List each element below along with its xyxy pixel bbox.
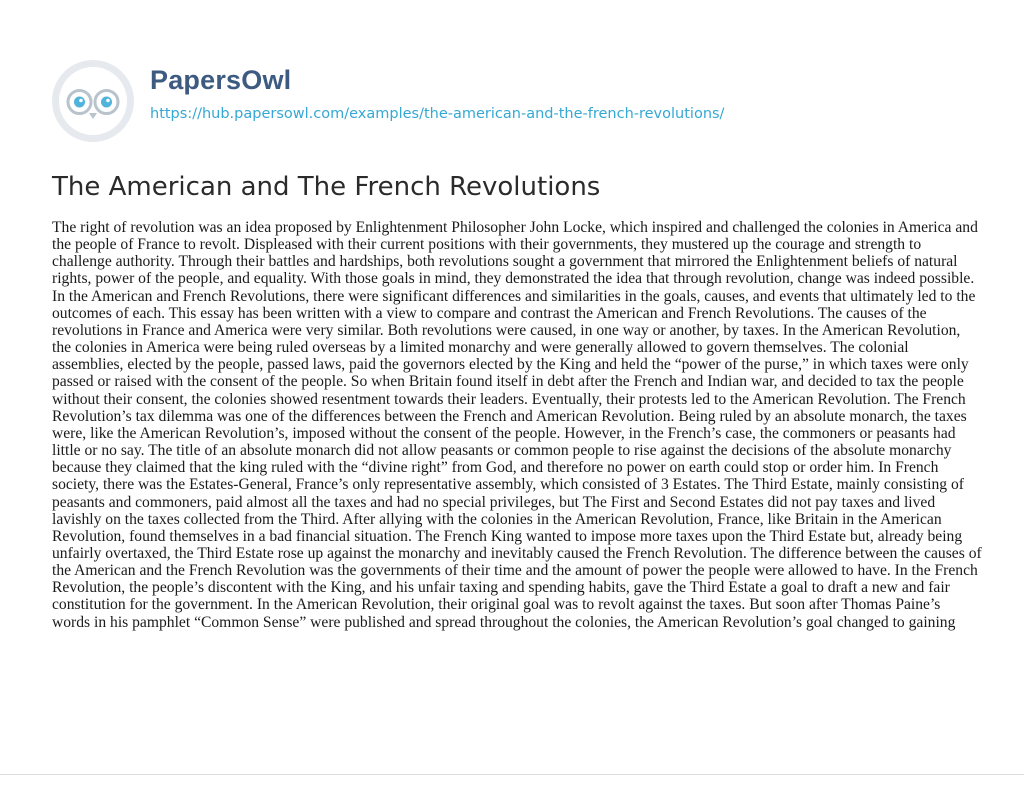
source-url-link[interactable]: https://hub.papersowl.com/examples/the-american-and-the-french-revolutions/ bbox=[150, 106, 725, 122]
site-header bbox=[50, 58, 724, 148]
essay-body: The right of revolution was an idea proposed by Enlightenment Philosopher John Locke, which inspired and challenged the colonies in America and the people of France to revolt. Displeased with their current positions with their governments, they mustered up the courage and strength to challenge authority. Through their battles and hardships, both revolutions sought a government that mirrored the Enlightenment beliefs of natural rights, power of the people, and equality. With those goals in mind, they demonstrated the idea that through revolution, change was indeed possible. In the American and French Revolutions, there were significant differences and similarities in the goals, causes, and events that ultimately led to the outcomes of each. This essay has been written with a view to compare and contrast the American and French Revolutions. The causes of the revolutions in France and America were very similar. Both revolutions were caused, in one way or another, by taxes. In the American Revolution, the colonies in America were being ruled overseas by a limited monarchy and were generally allowed to govern themselves. The colonial assemblies, elected by the people, passed laws, paid the governors elected by the King and held the “power of the purse,” in which taxes were only passed or raised with the consent of the people. So when Britain found itself in debt after the French and Indian war, and decided to tax the people without their consent, the colonies showed resentment towards their leaders. Eventually, their protests led to the American Revolution. The French Revolution’s tax dilemma was one of the differences between the French and American Revolution. Being ruled by an absolute monarch, the taxes were, like the American Revolution’s, imposed without the consent of the people. However, in the French’s case, the commoners or peasants had little or no say. The title of an absolute monarch did not allow peasants or common people to rise against the decisions of the absolute monarchy because they claimed that the king ruled with the “divine right” from God, and therefore no power on earth could stop or order him. In French society, there was the Estates-General, France’s only representative assembly, which consisted of 3 Estates. The Third Estate, mainly consisting of peasants and commoners, paid almost all the taxes and had no special privileges, but The First and Second Estates did not pay taxes and lived lavishly on the taxes collected from the Third. After allying with the colonies in the American Revolution, France, like Britain in the American Revolution, found themselves in a bad financial situation. The French King wanted to impose more taxes upon the Third Estate but, already being unfairly overtaxed, the Third Estate rose up against the monarchy and inevitably caused the French Revolution. The difference between the causes of the American and the French Revolution was the governments of their time and the amount of power the people were allowed to have. In the French Revolution, the people’s discontent with the King, and his unfair taxing and spending habits, gave the Third Estate a goal to draft a new and fair constitution for the government. In the American Revolution, their original goal was to revolt against the taxes. But soon after Thomas Paine’s words in his pamphlet “Common Sense” were published and spread throughout the colonies, the American Revolution’s goal changed to gaining bbox=[52, 219, 982, 631]
essay-title: The American and The French Revolutions bbox=[52, 172, 601, 202]
brand-name[interactable]: PapersOwl bbox=[150, 65, 292, 95]
page-divider bbox=[0, 774, 1024, 775]
owl-eyes-icon bbox=[50, 58, 136, 144]
brand-block bbox=[150, 58, 724, 122]
